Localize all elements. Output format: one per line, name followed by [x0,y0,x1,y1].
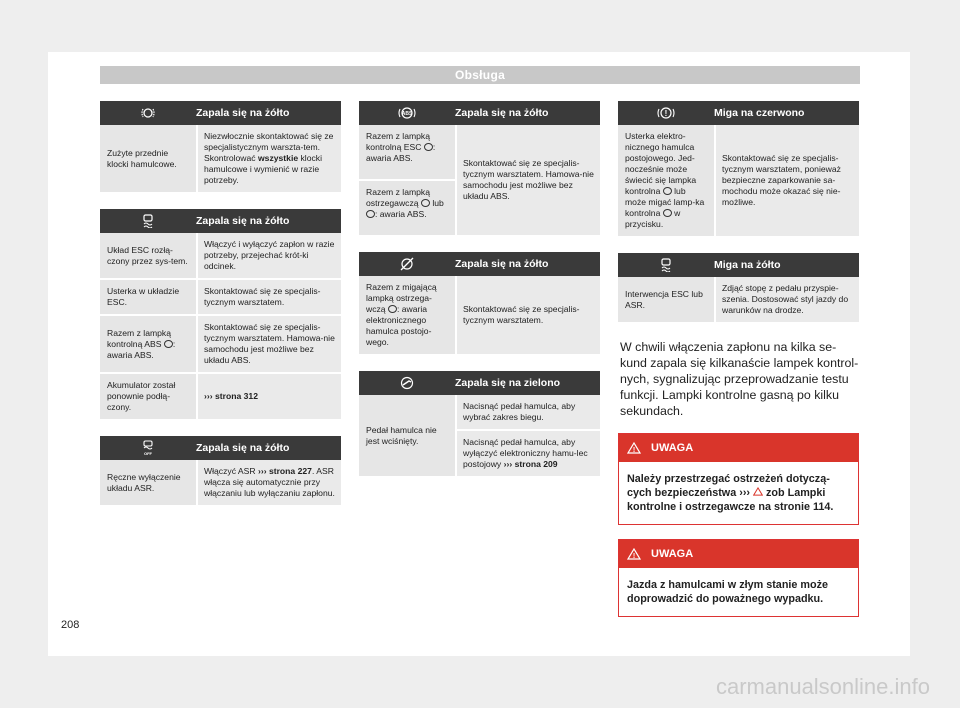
brake-warning-icon [618,107,714,119]
cause-cell: Układ ESC rozłą-czony przez sys-tem. [107,244,188,266]
warning-box [618,433,859,525]
section-header: Obsługa [100,66,860,84]
table-row [100,460,341,505]
action-cell: Nacisnąć pedał hamulca, aby wybrać zakres biegu. [457,395,600,429]
esc-flash-block [618,253,859,322]
svg-text:!: ! [632,447,636,454]
block-title: Miga na czerwono [714,107,805,119]
page-link[interactable]: strona 312 [212,391,258,401]
cause-cell: Interwencja ESC lub ASR. [625,288,703,310]
warning-box [618,539,859,617]
cause-cell: Ręczne wyłączenie układu ASR. [107,471,181,493]
warning-text: Należy przestrzegać ostrzeżeń dotyczą-cych bezpieczeństwa ››› zob Lampki kontrolne i ostrzegawcze na stronie 114. [619,462,858,524]
watermark: carmanualsonline.info [715,674,930,699]
cause-cell: Razem z lampką kontrolną ABS : awaria ABS. [107,327,176,360]
cause-cell: Razem z lampką kontrolną ESC : awaria ABS. [359,125,455,179]
abs-icon [359,107,455,119]
action-cell: Skontaktować się ze specjalis-tycznym warsztatem. Hamowa-nie samochodu jest możliwe bez układu ABS. [455,125,600,235]
table-row [359,276,600,354]
action-cell: Zdjąć stopę z pedału przyspie-szenia. Dostosować styl jazdy do warunków na drodze. [714,277,859,322]
table-row [100,280,341,316]
block-title: Zapala się na żółto [455,107,549,119]
page-number: 208 [61,619,80,631]
esc-off-icon [100,440,196,456]
esc-block [100,209,341,419]
warning-triangle-icon [753,487,763,499]
page-link[interactable]: strona 227 [266,466,312,476]
block-title: Miga na żółto [714,259,781,271]
block-header [359,252,600,276]
action-cell: Nacisnąć pedał hamulca, aby wyłączyć elektroniczny hamu-lec postojowy ››› strona 209 [457,429,600,476]
svg-text:!: ! [632,553,636,560]
column-right [618,101,859,631]
block-header [618,101,859,125]
warning-text: Jazda z hamulcami w złym stanie może doprowadzić do poważnego wypadku. [619,568,858,616]
brake-system-icon [359,257,455,271]
action-stack [455,395,600,476]
block-title: Zapala się na żółto [196,215,290,227]
parking-brake-button-icon [663,209,672,217]
warning-header [619,540,858,568]
block-header [100,436,341,460]
action-cell: ››› strona 312 [196,374,341,419]
page-link[interactable]: strona 209 [512,459,558,469]
warning-triangle-icon [627,442,641,454]
column-middle [359,101,600,493]
table-row [618,125,859,236]
cause-cell: Usterka w układzie ESC. [107,286,180,307]
svg-text:OFF: OFF [144,451,152,456]
action-cell: Skontaktować się ze specjalis-tycznym warsztatem, ponieważ bezpieczne zaparkowanie sa-mochodu może okazać się nie-możliwe. [714,125,859,236]
action-cell: Skontaktować się ze specjalis-tycznym warsztatem. [196,280,341,314]
abs-icon [164,340,173,348]
cause-cell: Usterka elektro-nicznego hamulca postojowego. Jed-nocześnie może świecić się lampka kontrolna lub może migać lamp-ka kontrolna w przycisku. [625,131,705,229]
cause-cell: Akumulator został ponownie podłą-czony. [107,380,176,412]
block-title: Zapala się na żółto [455,258,549,270]
parking-brake-block [359,252,600,354]
esc-skid-icon [618,258,714,272]
action-cell: Niezwłocznie skontaktować się ze specjalistycznym warszta-tem. Skontrolować wszystkie klocki hamulcowe i wymienić w razie potrzeby. [196,125,341,192]
block-title: Zapala się na żółto [196,107,290,119]
svg-text:ABS: ABS [401,111,413,117]
column-left [100,101,341,522]
brake-pad-block [100,101,341,192]
block-header [618,253,859,277]
warning-header [619,434,858,462]
cause-cell: Razem z lampką ostrzegawczą lub : awaria ABS. [359,179,455,235]
brake-pad-wear-icon [100,107,196,119]
brake-warning-icon [388,305,397,313]
brake-warning-icon [421,199,430,207]
brake-system-icon [663,187,672,195]
block-title: Zapala się na zielono [455,377,561,389]
abs-block [359,101,600,235]
table-row [100,233,341,280]
foot-on-brake-icon [359,376,455,390]
table-row [100,125,341,192]
warning-title: UWAGA [651,442,694,454]
block-header [359,101,600,125]
action-cell: Skontaktować się ze specjalis-tycznym warsztatem. [455,276,600,354]
action-cell: Włączyć ASR ››› strona 227. ASR włącza się automatycznie przy włączaniu lub wyłączaniu zapłonu. [196,460,341,505]
cause-cell: Pedał hamulca nie jest wciśnięty. [366,424,437,446]
brake-warning-block [618,101,859,236]
action-cell: Skontaktować się ze specjalis-tycznym warsztatem. Hamowa-nie samochodu jest możliwe bez układu ABS. [196,316,341,372]
block-header [359,371,600,395]
cause-cell: Razem z migającą lampką ostrzega-wczą : awaria elektronicznego hamulca postojo-wego. [366,282,437,347]
page-link[interactable]: zob Lampki kontrolne i ostrzegawcze na stronie 114. [627,487,834,513]
body-paragraph: W chwili włączenia zapłonu na kilka se-kund zapala się kilkanaście lampek kontrol-nych, sygnalizując przeprowadzanie testu funkcji. Lampki kontrolne gasną po kilku sekundach. [620,340,859,418]
table-row [100,374,341,419]
block-header [100,101,341,125]
block-title: Zapala się na żółto [196,442,290,454]
cause-stack [359,125,455,235]
block-header [100,209,341,233]
warning-triangle-icon [627,548,641,560]
asr-block [100,436,341,505]
table-row [618,277,859,322]
table-row [359,395,600,476]
foot-brake-block [359,371,600,476]
action-cell: Włączyć i wyłączyć zapłon w razie potrzeby, przejechać krót-ki odcinek. [196,233,341,278]
brake-system-icon [366,210,375,218]
warning-title: UWAGA [651,548,694,560]
table-row [100,316,341,374]
svg-text:!: ! [664,109,668,118]
cause-cell: Zużyte przednie klocki hamulcowe. [107,147,177,169]
table-row [359,125,600,235]
esc-skid-icon [100,214,196,228]
esc-skid-icon [424,143,433,151]
